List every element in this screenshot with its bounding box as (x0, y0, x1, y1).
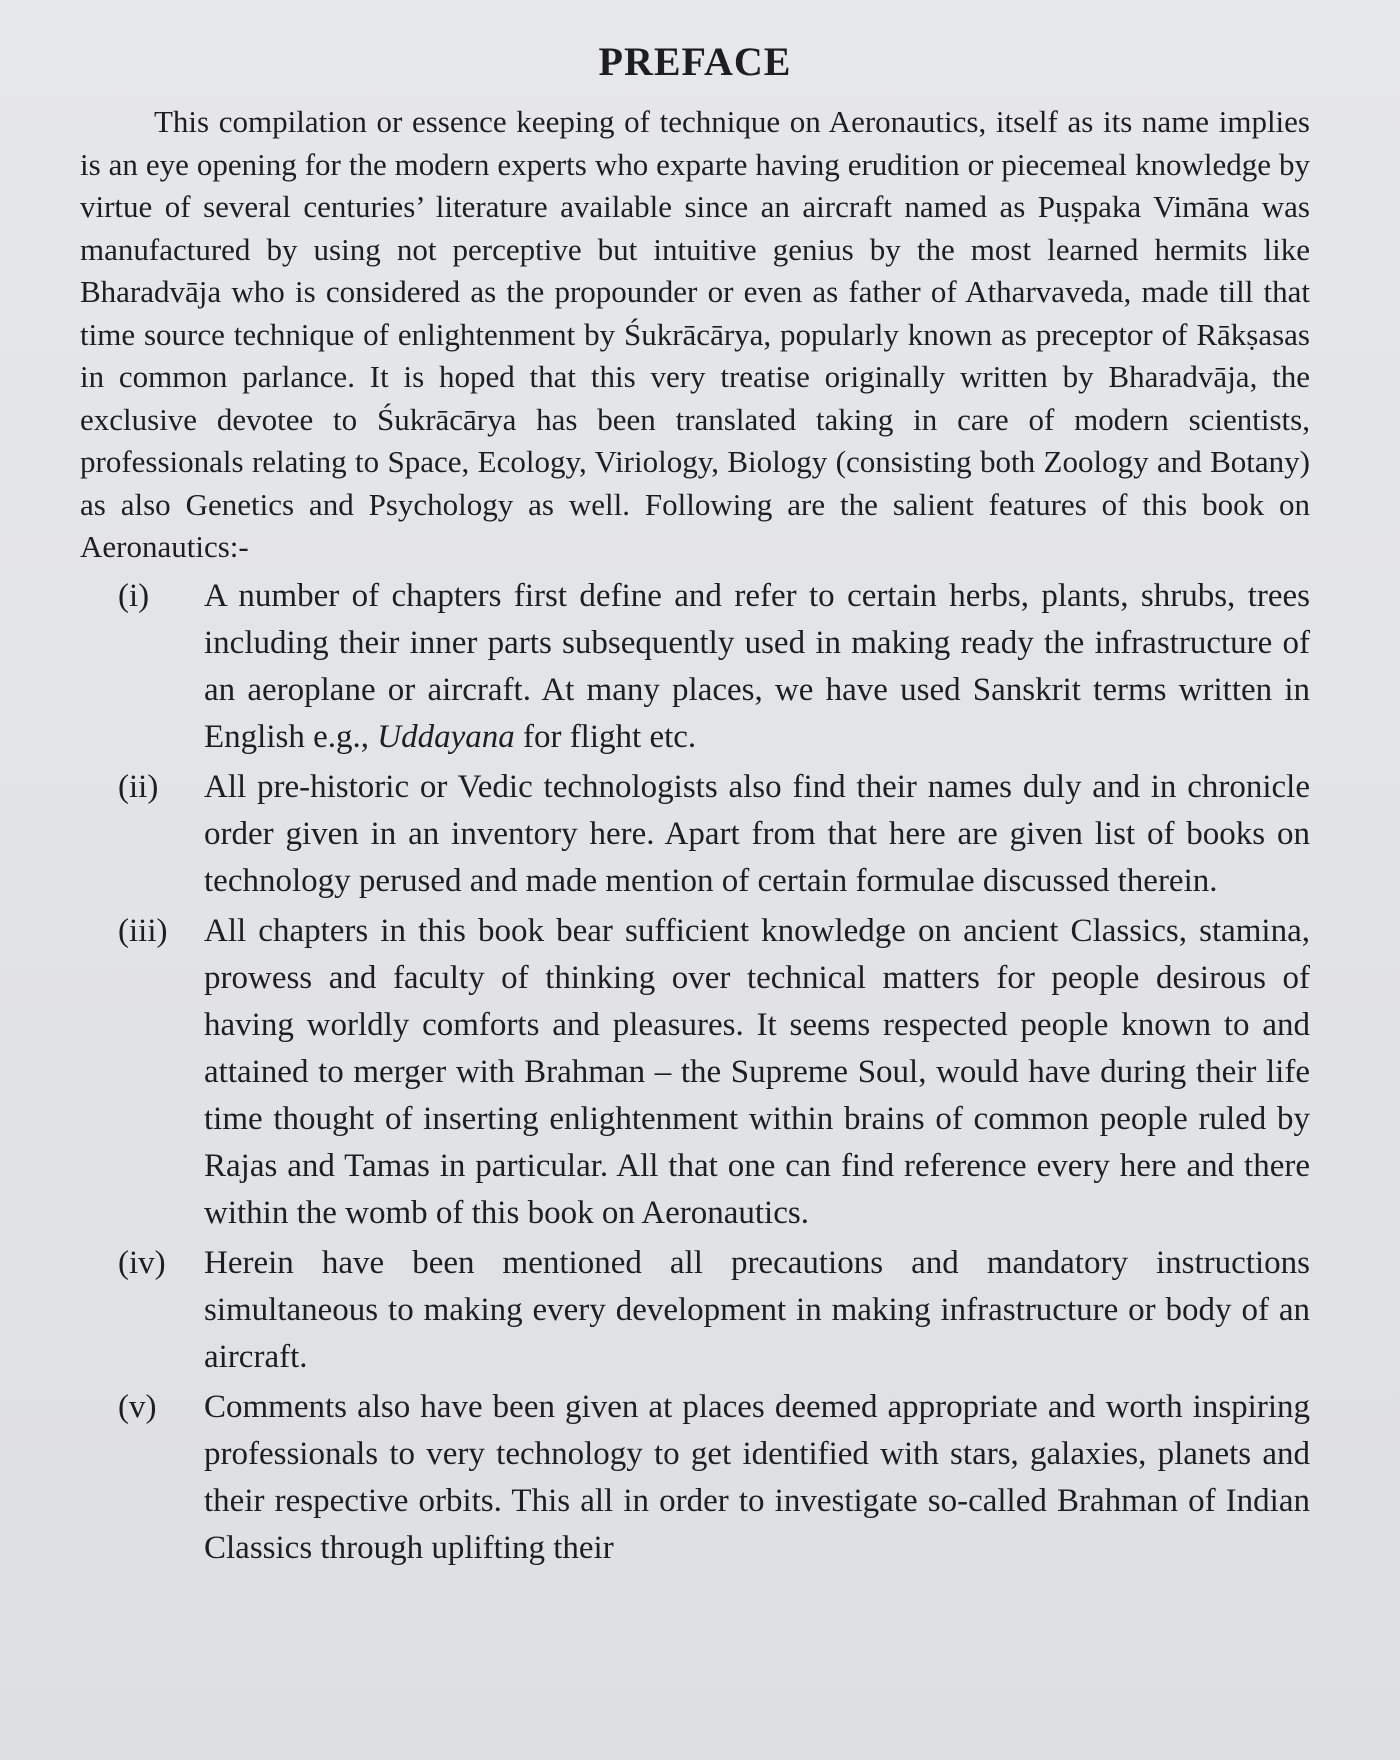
intro-paragraph: This compilation or essence keeping of technique on Aeronautics, itself as its name implies is an eye opening for the modern experts who exparte having erudition or piecemeal knowledge by virtue of several centuries’ literature available since an aircraft named as Puṣpaka Vimāna was manufactured by using not perceptive but intuitive genius by the most learned hermits like Bharadvāja who is considered as the propounder or even as father of Atharvaveda, made till that time source technique of enlightenment by Śukrācārya, popularly known as preceptor of Rākṣasas in common parlance. It is hoped that this very treatise originally written by Bharadvāja, the exclusive devotee to Śukrācārya has been translated taking in care of modern scientists, professionals relating to Space, Ecology, Viriology, Biology (consisting both Zoology and Botany) as also Genetics and Psychology as well. Following are the salient features of this book on Aeronautics:- (80, 104, 1310, 564)
feature-text-part: for flight etc. (514, 718, 697, 755)
feature-text: All pre-historic or Vedic technologists also find their names duly and in chronicle order given in an inventory here. Apart from that here are given list of books on technology perused and made mention of certain formulae discussed therein. (204, 768, 1310, 899)
feature-marker: (v) (118, 1388, 157, 1425)
page-title: PREFACE (598, 39, 792, 84)
feature-item (80, 764, 1310, 905)
feature-item (80, 1384, 1310, 1572)
feature-text (204, 573, 1310, 761)
feature-marker: (i) (118, 577, 150, 614)
feature-item (80, 1240, 1310, 1381)
feature-marker: (iv) (118, 1244, 166, 1281)
feature-text: All chapters in this book bear sufficient knowledge on ancient Classics, stamina, prowess and faculty of thinking over technical matters for people desirous of having worldly comforts and pleasures. It seems respected people known to and attained to merger with Brahman – the Supreme Soul, would have during their life time thought of inserting enlightenment within brains of common people ruled by Rajas and Tamas in particular. All that one can find reference every here and there within the womb of this book on Aeronautics. (204, 912, 1310, 1231)
feature-item (80, 908, 1310, 1237)
feature-italic-term: Uddayana (377, 718, 515, 755)
feature-item (80, 573, 1310, 761)
feature-text: Comments also have been given at places deemed appropriate and worth inspiring professionals to very technology to get identified with stars, galaxies, planets and their respective orbits. This all in order to investigate so-called Brahman of Indian Classics through uplifting their (204, 1388, 1310, 1566)
features-list (80, 573, 1310, 1572)
feature-marker: (iii) (118, 912, 168, 949)
feature-text: Herein have been mentioned all precautions and mandatory instructions simultaneous to making every development in making infrastructure or body of an aircraft. (204, 1244, 1310, 1375)
feature-text-part: A number of chapters first define and refer to certain herbs, plants, shrubs, trees including their inner parts subsequently used in making ready the infrastructure of an aeroplane or aircraft. At many places, we have used Sanskrit terms written in English e.g., (204, 577, 1310, 755)
feature-marker: (ii) (118, 768, 159, 805)
